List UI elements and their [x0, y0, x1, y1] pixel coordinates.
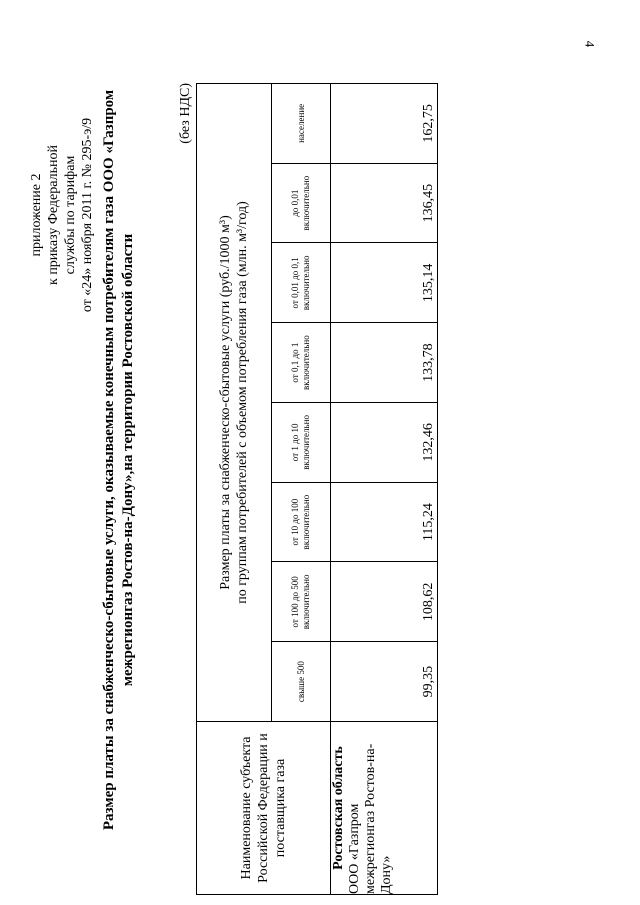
table-cell: 133,78 [331, 323, 438, 403]
title-line-1: Размер платы за снабженческо-сбытовые услуги, оказываемые конечным потребителям газа ООО «Газпром [101, 89, 117, 831]
appendix-line-4: от «24» ноября 2011 г. № 295-э/9 [80, 117, 95, 313]
column-header: от 100 до 500 включительно [272, 562, 331, 642]
table-cell: 132,46 [331, 403, 438, 483]
table-cell: 99,35 [331, 642, 438, 722]
appendix-block [28, 95, 96, 335]
column-header: до 0,01 включительно [272, 163, 331, 243]
vat-note: (без НДС) [178, 83, 193, 144]
region-name: Ростовская область [331, 746, 346, 870]
supplier-name: ООО «Газпром межрегионгаз Ростов-на-Дону» [347, 743, 394, 894]
column-header: от 1 до 10 включительно [272, 403, 331, 483]
tariff-table [196, 83, 438, 895]
group-header-line-2: по группам потребителей с объемом потребления газа (млн. м³/год) [235, 201, 250, 604]
table-cell: 115,24 [331, 482, 438, 562]
column-header: от 0,01 до 0,1 включительно [272, 243, 331, 323]
rotated-page [10, 25, 630, 895]
column-header: от 0,1 до 1 включительно [272, 323, 331, 403]
title-line-2: межрегионгаз Ростов-на-Дону»,на территории Ростовской области [120, 233, 136, 687]
column-header: население [272, 84, 331, 164]
column-header: свыше 500 [272, 642, 331, 722]
group-header [197, 84, 272, 722]
table-cell: 136,45 [331, 163, 438, 243]
page-number: 4 [581, 40, 597, 48]
table-cell: 135,14 [331, 243, 438, 323]
subject-header: Наименование субъекта Российской Федерации и поставщика газа [197, 722, 331, 895]
document-title [100, 25, 138, 895]
group-header-line-1: Размер платы за снабженческо-сбытовые услуги (руб./1000 м³) [218, 215, 233, 590]
appendix-line-2: к приказу Федеральной [46, 145, 61, 285]
appendix-line-1: приложение 2 [29, 173, 44, 257]
appendix-line-3: службы по тарифам [63, 155, 78, 275]
subject-cell [331, 722, 438, 895]
table-cell: 108,62 [331, 562, 438, 642]
table-cell: 162,75 [331, 84, 438, 164]
table-row [331, 84, 438, 895]
column-header: от 10 до 100 включительно [272, 482, 331, 562]
